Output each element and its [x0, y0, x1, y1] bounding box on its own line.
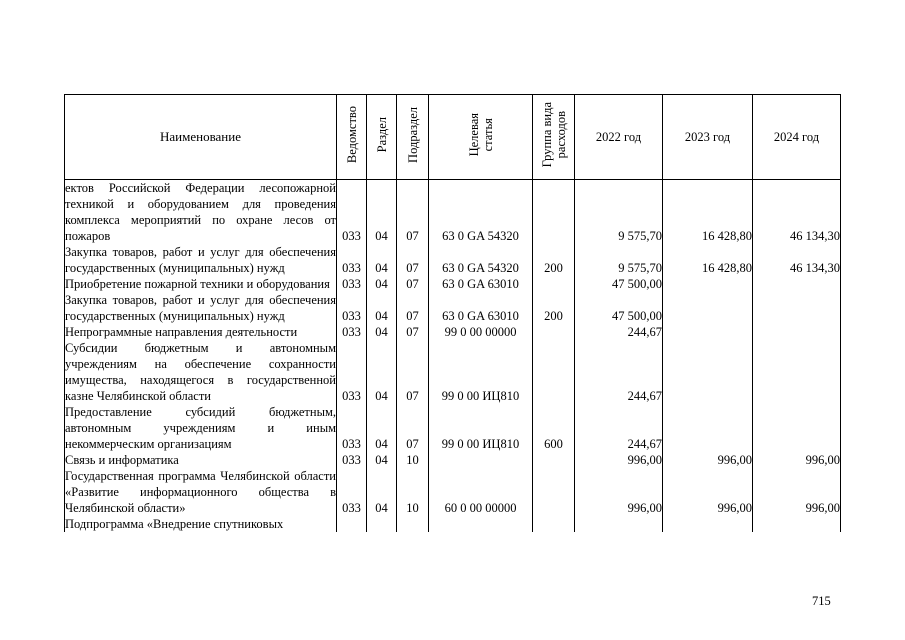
row-year-2022 — [575, 516, 663, 532]
header-subsection: Подраздел — [397, 95, 429, 180]
row-expense-group — [533, 180, 575, 245]
row-name: Подпрограмма «Внедрение спутниковых — [65, 516, 337, 532]
row-section: 04 — [367, 468, 397, 516]
row-section: 04 — [367, 180, 397, 245]
row-year-2024: 46 134,30 — [753, 180, 841, 245]
row-target-article: 99 0 00 ИЦ810 — [429, 404, 533, 452]
header-target-article: Целевая статья — [429, 95, 533, 180]
row-department: 033 — [337, 324, 367, 340]
table-row — [65, 180, 841, 245]
row-target-article: 63 0 GA 63010 — [429, 292, 533, 324]
table-body — [65, 180, 841, 533]
row-expense-group: 600 — [533, 404, 575, 452]
row-expense-group: 200 — [533, 292, 575, 324]
page-number: 715 — [812, 594, 831, 608]
row-year-2022: 244,67 — [575, 340, 663, 404]
header-name: Наименование — [65, 95, 337, 180]
row-year-2023: 996,00 — [663, 468, 753, 516]
table-row — [65, 340, 841, 404]
table-row — [65, 404, 841, 452]
row-year-2022: 47 500,00 — [575, 292, 663, 324]
row-subsection: 07 — [397, 244, 429, 276]
header-section: Раздел — [367, 95, 397, 180]
row-year-2023 — [663, 324, 753, 340]
row-year-2024 — [753, 516, 841, 532]
row-expense-group — [533, 324, 575, 340]
budget-table — [64, 94, 841, 532]
table-header — [65, 95, 841, 180]
row-year-2023 — [663, 404, 753, 452]
header-year-2024: 2024 год — [753, 95, 841, 180]
row-target-article: 63 0 GA 63010 — [429, 276, 533, 292]
table-row — [65, 276, 841, 292]
row-target-article — [429, 452, 533, 468]
row-target-article — [429, 516, 533, 532]
row-expense-group: 200 — [533, 244, 575, 276]
row-section: 04 — [367, 292, 397, 324]
row-name: ектов Российской Федерации лесопожарной техникой и оборудованием для проведения комплекса мероприятий по охране лесов от пожаров — [65, 181, 336, 243]
row-department: 033 — [337, 340, 367, 404]
row-year-2023: 996,00 — [663, 452, 753, 468]
row-name: Непрограммные направления деятельности — [65, 324, 337, 340]
row-section: 04 — [367, 276, 397, 292]
row-section — [367, 516, 397, 532]
row-year-2024 — [753, 340, 841, 404]
row-section: 04 — [367, 404, 397, 452]
row-department: 033 — [337, 276, 367, 292]
row-department: 033 — [337, 452, 367, 468]
row-subsection: 07 — [397, 292, 429, 324]
row-subsection: 07 — [397, 340, 429, 404]
row-year-2022: 244,67 — [575, 324, 663, 340]
row-name: Государственная программа Челябинской области «Развитие информационного общества в Челябинской области» — [65, 469, 336, 515]
row-year-2022: 9 575,70 — [575, 244, 663, 276]
row-year-2024: 46 134,30 — [753, 244, 841, 276]
row-target-article: 99 0 00 ИЦ810 — [429, 340, 533, 404]
row-name: Закупка товаров, работ и услуг для обеспечения государственных (муниципальных) нужд — [65, 245, 336, 275]
row-subsection: 07 — [397, 404, 429, 452]
row-subsection: 07 — [397, 180, 429, 245]
table-row — [65, 468, 841, 516]
row-department: 033 — [337, 404, 367, 452]
table-row — [65, 452, 841, 468]
row-expense-group — [533, 516, 575, 532]
row-year-2023 — [663, 340, 753, 404]
row-expense-group — [533, 340, 575, 404]
row-year-2024: 996,00 — [753, 452, 841, 468]
row-department: 033 — [337, 468, 367, 516]
row-year-2024 — [753, 324, 841, 340]
row-subsection — [397, 516, 429, 532]
row-expense-group — [533, 276, 575, 292]
table-row — [65, 244, 841, 276]
header-year-2023: 2023 год — [663, 95, 753, 180]
row-name: Субсидии бюджетным и автономным учреждениям на обеспечение сохранности имущества, находящегося в государственной казне Челябинской области — [65, 341, 336, 403]
row-target-article: 63 0 GA 54320 — [429, 180, 533, 245]
row-year-2022: 9 575,70 — [575, 180, 663, 245]
row-year-2024 — [753, 292, 841, 324]
row-expense-group — [533, 468, 575, 516]
table-row — [65, 324, 841, 340]
row-year-2023 — [663, 276, 753, 292]
row-department — [337, 516, 367, 532]
row-target-article: 99 0 00 00000 — [429, 324, 533, 340]
row-name: Приобретение пожарной техники и оборудования — [65, 276, 337, 292]
row-year-2024 — [753, 404, 841, 452]
table-row — [65, 292, 841, 324]
row-expense-group — [533, 452, 575, 468]
row-subsection: 10 — [397, 468, 429, 516]
row-department: 033 — [337, 244, 367, 276]
row-section: 04 — [367, 244, 397, 276]
row-year-2023 — [663, 292, 753, 324]
row-year-2022: 244,67 — [575, 404, 663, 452]
header-department: Ведомство — [337, 95, 367, 180]
row-target-article: 63 0 GA 54320 — [429, 244, 533, 276]
row-name: Предоставление субсидий бюджетным, автономным учреждениям и иным некоммерческим организациям — [65, 405, 336, 451]
row-name: Связь и информатика — [65, 452, 337, 468]
header-year-2022: 2022 год — [575, 95, 663, 180]
row-department: 033 — [337, 180, 367, 245]
row-year-2022: 996,00 — [575, 452, 663, 468]
row-subsection: 07 — [397, 276, 429, 292]
row-year-2023: 16 428,80 — [663, 244, 753, 276]
row-subsection: 07 — [397, 324, 429, 340]
row-department: 033 — [337, 292, 367, 324]
row-year-2023 — [663, 516, 753, 532]
table-row — [65, 516, 841, 532]
row-subsection: 10 — [397, 452, 429, 468]
row-year-2022: 996,00 — [575, 468, 663, 516]
row-year-2024: 996,00 — [753, 468, 841, 516]
row-year-2024 — [753, 276, 841, 292]
row-section: 04 — [367, 324, 397, 340]
row-name: Закупка товаров, работ и услуг для обеспечения государственных (муниципальных) нужд — [65, 293, 336, 323]
row-section: 04 — [367, 452, 397, 468]
row-year-2022: 47 500,00 — [575, 276, 663, 292]
row-target-article: 60 0 00 00000 — [429, 468, 533, 516]
header-expense-group: Группа вида расходов — [533, 95, 575, 180]
row-year-2023: 16 428,80 — [663, 180, 753, 245]
row-section: 04 — [367, 340, 397, 404]
